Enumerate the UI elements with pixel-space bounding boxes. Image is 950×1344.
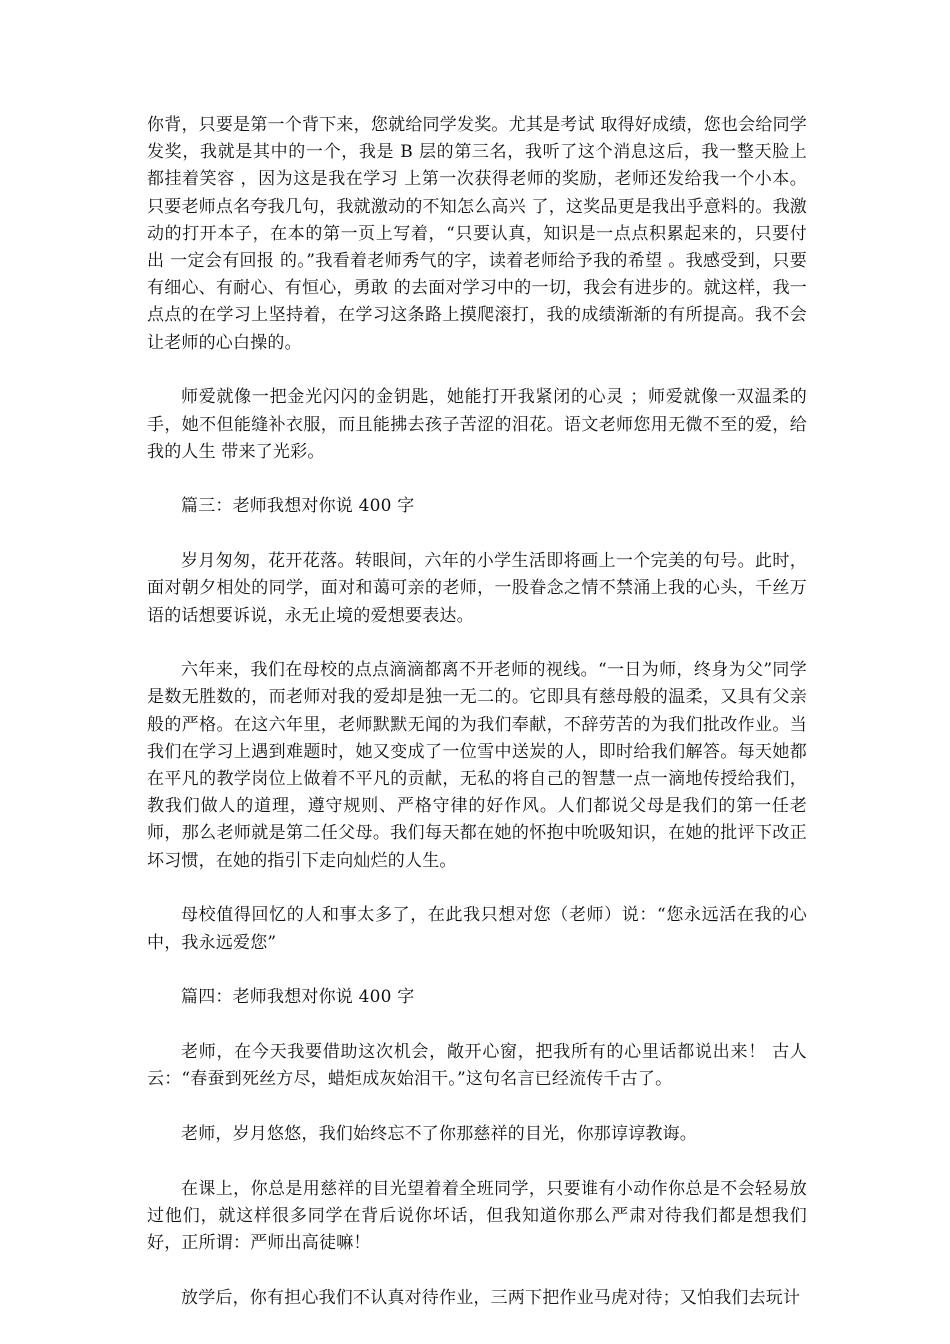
section-heading-3: 篇三：老师我想对你说 400 字 — [181, 496, 415, 517]
section-heading-4: 篇四：老师我想对你说 400 字 — [181, 987, 415, 1008]
paragraph-time-passes: 岁月匆匆，花开花落。转眼间，六年的小学生活即将画上一个完美的句号。此时，面对朝夕相处的同学，面对和蔼可亲的老师，一股眷念之情不禁涌上我的心头，千丝万语的话想要诉说，永无止境的爱想要表达。 — [147, 551, 807, 626]
paragraph-continued: 你背，只要是第一个背下来，您就给同学发奖。尤其是考试 取得好成绩，您也会给同学发奖，我就是其中的一个，我是 B 层的第三名，我听了这个消息这后，我一整天脸上都挂着笑容 ，因为这是我在学习 上第一次获得老师的奖励，老师还发给我一个小本。只要老师点名夸我几句，我就激动的不知怎么高兴 了，这奖品更是我出乎意料的。我激动的打开本子，在本的第一页上写着，“只要认真，知识是一点点积累起来的，只要付出 一定会有回报 的。”我看着老师秀气的字，读着老师给予我的希望 。我感受到，只要有细心、有耐心、有恒心，勇敢 的去面对学习中的一切，我会有进步的。就这样，我一点点的在学习上坚持着，在学习这条路上摸爬滚打，我的成绩渐渐的有所提高。我不会让老师的心白操的。 — [147, 115, 807, 353]
paragraph-open-heart: 老师，在今天我要借助这次机会，敞开心窗，把我所有的心里话都说出来！ 古人云：“春蚕到死丝方尽，蜡炬成灰始泪干。”这句名言已经流传千古了。 — [147, 1041, 807, 1090]
paragraph-kind-gaze: 老师，岁月悠悠，我们始终忘不了你那慈祥的目光，你那谆谆教诲。 — [181, 1123, 697, 1144]
paragraph-in-class: 在课上，你总是用慈祥的目光望着着全班同学，只要谁有小动作你总是不会轻易放过他们，就这样很多同学在背后说你坏话，但我知道你那么严肃对待我们都是想我们好，正所谓：严师出高徒嘛！ — [147, 1178, 807, 1253]
paragraph-teacher-love: 师爱就像一把金光闪闪的金钥匙，她能打开我紧闭的心灵 ；师爱就像一双温柔的手，她不但能缝补衣服，而且能拂去孩子苦涩的泪花。语文老师您用无微不至的爱，给我的人生 带来了光彩。 — [147, 387, 807, 462]
paragraph-memories: 母校值得回忆的人和事太多了，在此我只想对您（老师）说：“您永远活在我的心中，我永远爱您” — [147, 905, 807, 953]
paragraph-six-years: 六年来，我们在母校的点点滴滴都离不开老师的视线。“一日为师，终身为父”同学是数无胜数的，而老师对我的爱却是独一无二的。它即具有慈母般的温柔，又具有父亲般的严格。在这六年里，老师默默无闻的为我们奉献，不辞劳苦的为我们批改作业。当我们在学习上遇到难题时，她又变成了一位雪中送炭的人，即时给我们解答。每天她都在平凡的教学岗位上做着不平凡的贡献，无私的将自己的智慧一点一滴地传授给我们，教我们做人的道理，遵守规则、严格守律的好作风。人们都说父母是我们的第一任老师，那么老师就是第二任父母。我们每天都在她的怀抱中吮吸知识，在她的批评下改正坏习惯，在她的指引下走向灿烂的人生。 — [147, 660, 807, 871]
document-body — [147, 112, 807, 1339]
paragraph-after-school: 放学后，你有担心我们不认真对待作业，三两下把作业马虎对待；又怕我们去玩计 — [181, 1287, 801, 1308]
